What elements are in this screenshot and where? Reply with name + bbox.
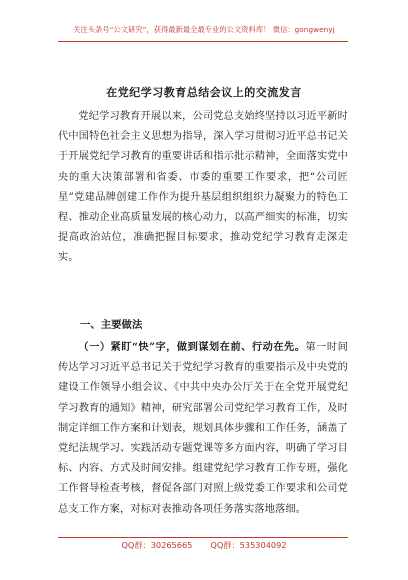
footer-contacts	[0, 540, 408, 551]
section-heading-main-practices: 一、主要做法	[80, 319, 143, 331]
intro-paragraph: 党纪学习教育开展以来，公司党总支始终坚持以习近平新时代中国特色社会主义思想为指导，深入学习贯彻习近平总书记关于开展党纪学习教育的重要讲话和指示批示精神，全面落实党中央的重大决策部署和省委、市委的重要工作要求，把“公司匠星”党建品牌创建工作作为提升基层组织组织力凝聚力的特色工程、推动企业高质量发展的核心动力，以高严细实的标准，切实提高政治站位，准确把握目标要求，推动党纪学习教育走深走实。	[58, 111, 348, 264]
footer-qq-group-1: QQ群：30265665	[121, 540, 193, 550]
item-one-lead: （一）紧盯“快”字，做到谋划在前、行动在先。	[78, 341, 306, 353]
header-watermark-note: 关注头条号“公文研究”，获得最新最全最专业的公文资料库！ 微信：gongwenyj	[73, 25, 335, 34]
item-one-paragraph	[58, 337, 348, 520]
footer-divider	[58, 537, 348, 538]
document-title: 在党纪学习教育总结会议上的交流发言	[106, 86, 302, 99]
item-one-text: 第一时间传达学习习近平总书记关于党纪学习教育的重要指示及中央党的建设工作领导小组会议、《中共中央办公厅关于在全党开展党纪学习教育的通知》精神，研究部署公司党纪学习教育工作，及时制定详细工作方案和计划表，规划具体步骤和工作任务，涵盖了党纪法规学习、实践活动专题党课等多方面内容，明确了学习目标、内容、方式及时间安排。组建党纪学习教育工作专班，强化工作督导检查考核，督促各部门对照上级党委工作要求和公司党总支工作方案，对标对表推动各项任务落实落地落细。	[58, 342, 348, 515]
header-divider	[58, 41, 348, 42]
footer-qq-group-2: QQ群：535304092	[210, 540, 287, 550]
